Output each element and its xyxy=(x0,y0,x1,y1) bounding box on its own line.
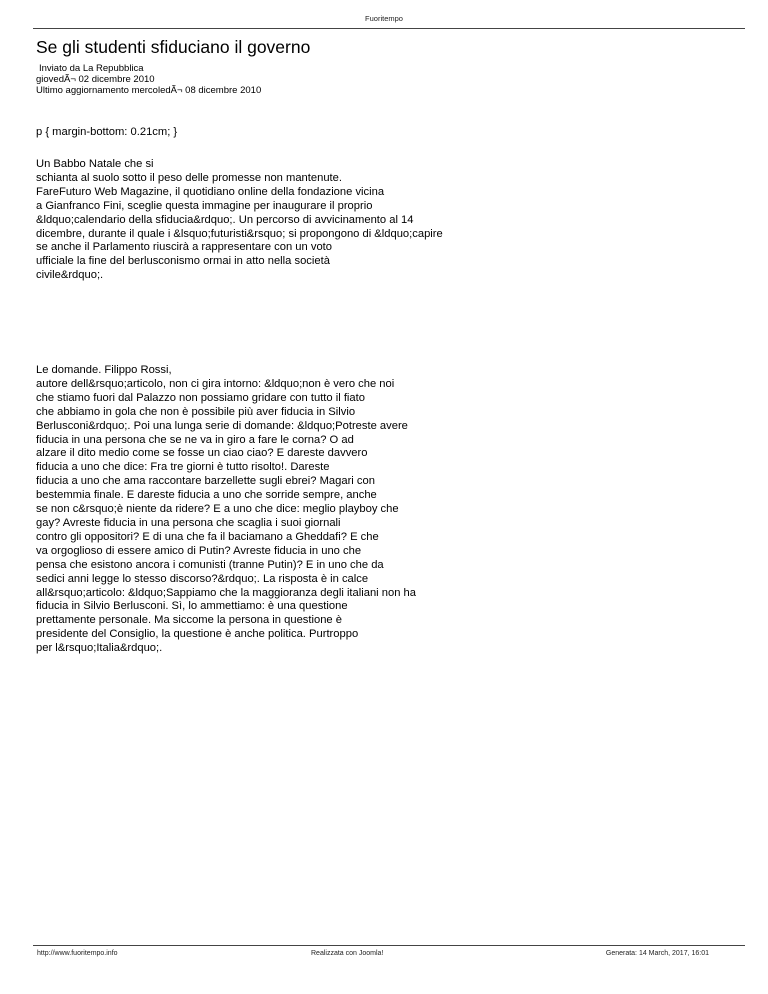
paragraph-line: contro gli oppositori? E di una che fa il baciamano a Gheddafi? E che xyxy=(36,530,379,543)
article-title: Se gli studenti sfiduciano il governo xyxy=(36,37,311,57)
paragraph-line: &ldquo;calendario della sfiducia&rdquo;. Un percorso di avvicinamento al 14 xyxy=(36,213,414,226)
paragraph-line: se non c&rsquo;è niente da ridere? E a uno che dice: meglio playboy che xyxy=(36,503,399,516)
paragraph-line: fiducia a uno che ama raccontare barzellette sugli ebrei? Magari con xyxy=(36,475,375,488)
paragraph-line: Berlusconi&rdquo;. Poi una lunga serie di domande: &ldquo;Potreste avere xyxy=(36,419,408,432)
paragraph-line: che abbiamo in gola che non è possibile più aver fiducia in Silvio xyxy=(36,405,356,418)
paragraph-line: per l&rsquo;Italia&rdquo;. xyxy=(36,642,163,655)
paragraph-line: fiducia in una persona che se ne va in giro a fare le corna? O ad xyxy=(36,433,354,446)
paragraph-line: fiducia a uno che dice: Fra tre giorni è tutto risolto!. Dareste xyxy=(36,461,330,474)
paragraph-2 xyxy=(36,364,416,656)
footer-credit: Realizzata con Joomla! xyxy=(311,950,384,957)
footer-generated: Generata: 14 March, 2017, 16:01 xyxy=(605,950,709,957)
paragraph-line: alzare il dito medio come se fosse un ciao ciao? E dareste davvero xyxy=(36,447,368,460)
paragraph-line: FareFuturo Web Magazine, il quotidiano online della fondazione vicina xyxy=(36,185,385,198)
paragraph-line: Un Babbo Natale che si xyxy=(36,158,154,170)
paragraph-line: civile&rdquo;. xyxy=(36,269,104,282)
paragraph-line: se anche il Parlamento riuscirà a rappresentare con un voto xyxy=(36,241,333,254)
footer-url[interactable] xyxy=(37,949,118,958)
paragraph-line: presidente del Consiglio, la questione è anche politica. Purtroppo xyxy=(36,628,359,641)
paragraph-line: gay? Avreste fiducia in una persona che scaglia i suoi giornali xyxy=(36,516,341,529)
paragraph-line: schianta al suolo sotto il peso delle promesse non mantenute. xyxy=(36,171,342,184)
paragraph-line: pensa che esistono ancora i comunisti (tranne Putin)? E in uno che da xyxy=(36,558,384,571)
css-note: p { margin-bottom: 0.21cm; } xyxy=(36,126,178,138)
article-meta xyxy=(36,63,261,96)
paragraph-1 xyxy=(36,158,443,283)
paragraph-line: fiducia in Silvio Berlusconi. Sì, lo ammettiamo: è una questione xyxy=(36,600,348,613)
paragraph-line: sedici anni legge lo stesso discorso?&rdquo;. La risposta è in calce xyxy=(36,572,369,585)
footer-divider xyxy=(33,945,745,946)
paragraph-line: ufficiale la fine del berlusconismo ormai in atto nella società xyxy=(36,255,330,268)
paragraph-line: dicembre, durante il quale i &lsquo;futuristi&rsquo; si propongono di &ldquo;capire xyxy=(36,227,443,240)
header-divider xyxy=(33,28,745,29)
site-header: Fuoritempo xyxy=(365,14,403,23)
paragraph-line: Le domande. Filippo Rossi, xyxy=(36,364,172,376)
date-line: giovedÃ¬ 02 dicembre 2010 xyxy=(36,74,155,85)
paragraph-line: prettamente personale. Ma siccome la persona in questione è xyxy=(36,614,342,627)
paragraph-line: a Gianfranco Fini, sceglie questa immagine per inaugurare il proprio xyxy=(36,199,373,212)
paragraph-line: bestemmia finale. E dareste fiducia a uno che sorride sempre, anche xyxy=(36,489,377,502)
footer-url-link[interactable]: http://www.fuoritempo.info xyxy=(37,950,118,957)
author-line: Inviato da La Repubblica xyxy=(39,63,144,74)
paragraph-line: all&rsquo;articolo: &ldquo;Sappiamo che la maggioranza degli italiani non ha xyxy=(36,586,416,599)
paragraph-line: autore dell&rsquo;articolo, non ci gira intorno: &ldquo;non è vero che noi xyxy=(36,377,395,390)
paragraph-line: che stiamo fuori dal Palazzo non possiamo gridare con tutto il fiato xyxy=(36,391,365,404)
updated-line: Ultimo aggiornamento mercoledÃ¬ 08 dicembre 2010 xyxy=(36,85,262,96)
paragraph-line: va orgoglioso di essere amico di Putin? Avreste fiducia in uno che xyxy=(36,544,362,557)
